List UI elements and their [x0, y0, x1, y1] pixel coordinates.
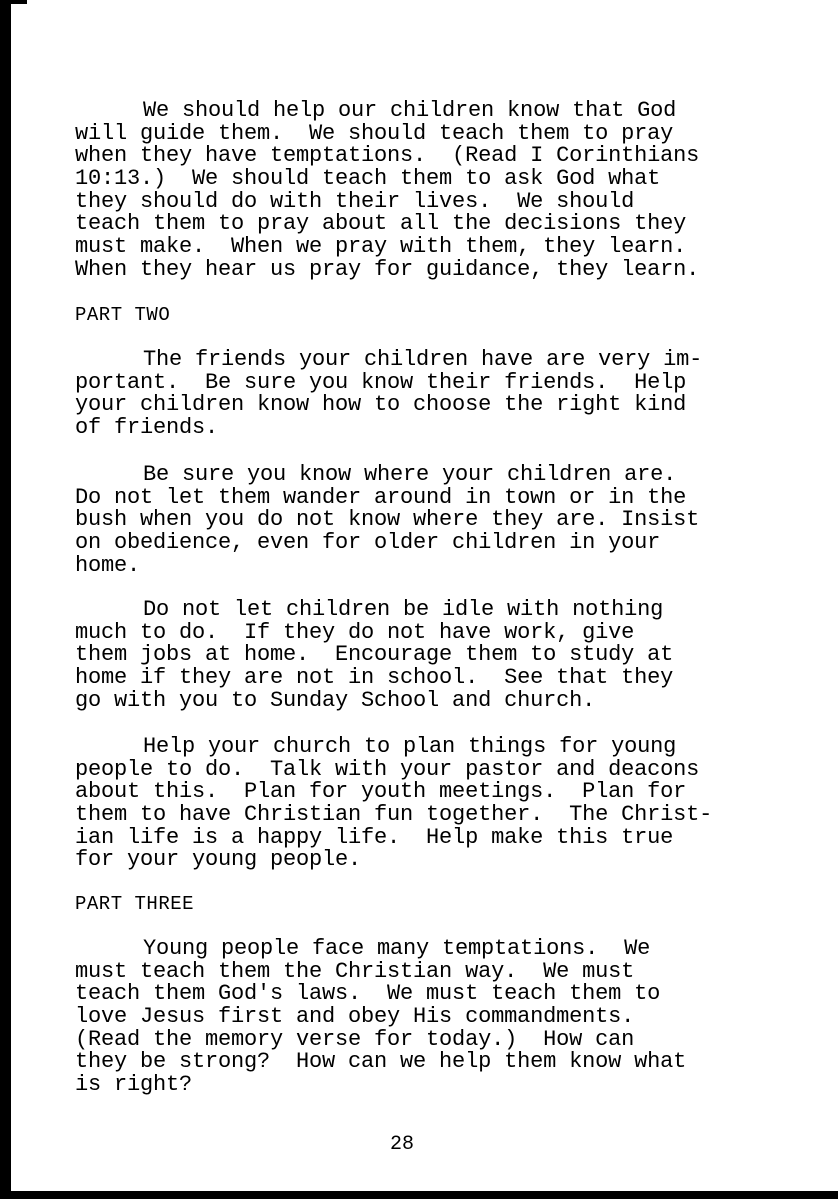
text-line: on obedience, even for older children in your [75, 530, 661, 556]
text-line: When they hear us pray for guidance, they learn. [75, 256, 700, 282]
text-line: about this. Plan for youth meetings. Plan for [75, 779, 687, 805]
text-line: home if they are not in school. See that they [75, 665, 674, 691]
text-line: love Jesus first and obey His commandments. [75, 1004, 635, 1030]
paragraph [75, 736, 712, 872]
paragraph [75, 349, 702, 440]
text-line: portant. Be sure you know their friends. Help [75, 369, 687, 395]
text-line: must make. When we pray with them, they learn. [75, 234, 687, 260]
text-line: much to do. If they do not have work, give [75, 619, 635, 645]
text-line: Do not let them wander around in town or in the [75, 484, 687, 510]
text-line: home. [75, 552, 141, 578]
text-line: your children know how to choose the right kind [75, 392, 687, 418]
text-line: We should help our children know that God [143, 98, 677, 123]
page-number: 28 [390, 1133, 415, 1156]
heading-text: PART THREE [75, 893, 195, 915]
text-line: Do not let children be idle with nothing [143, 597, 664, 622]
scan-border-bottom [0, 1191, 838, 1199]
text-line: go with you to Sunday School and church. [75, 687, 596, 713]
paragraph [75, 938, 686, 1097]
text-line: is right? [75, 1072, 193, 1098]
text-line: people to do. Talk with your pastor and deacons [75, 756, 700, 782]
text-line: they should do with their lives. We should [75, 188, 635, 214]
section-heading [75, 304, 170, 327]
text-line: them to have Christian fun together. The Christ- [75, 802, 713, 828]
paragraph [75, 100, 699, 282]
text-line: teach them God's laws. We must teach them to [75, 981, 661, 1007]
text-line: Be sure you know where your children are. [143, 462, 677, 487]
scan-border-left [0, 0, 11, 1199]
text-line: for your young people. [75, 847, 362, 873]
paragraph [75, 464, 699, 577]
text-line: ian life is a happy life. Help make this true [75, 824, 674, 850]
text-line: when they have temptations. (Read I Corinthians [75, 143, 700, 169]
section-heading [75, 893, 194, 916]
text-line: they be strong? How can we help them know what [75, 1049, 687, 1075]
text-line: teach them to pray about all the decisions they [75, 211, 687, 237]
text-line: (Read the memory verse for today.) How can [75, 1026, 635, 1052]
text-line: of friends. [75, 415, 219, 441]
text-line: 10:13.) We should teach them to ask God what [75, 166, 661, 192]
paragraph [75, 599, 673, 712]
text-line: Help your church to plan things for young [143, 734, 677, 759]
text-line: bush when you do not know where they are. Insist [75, 507, 700, 533]
text-line: will guide them. We should teach them to pray [75, 120, 674, 146]
text-line: must teach them the Christian way. We must [75, 958, 635, 984]
text-line: The friends your children have are very im- [143, 347, 703, 372]
heading-text: PART TWO [75, 304, 171, 326]
text-line: them jobs at home. Encourage them to study at [75, 642, 674, 668]
text-line: Young people face many temptations. We [143, 936, 651, 961]
scan-border-top [0, 0, 27, 4]
